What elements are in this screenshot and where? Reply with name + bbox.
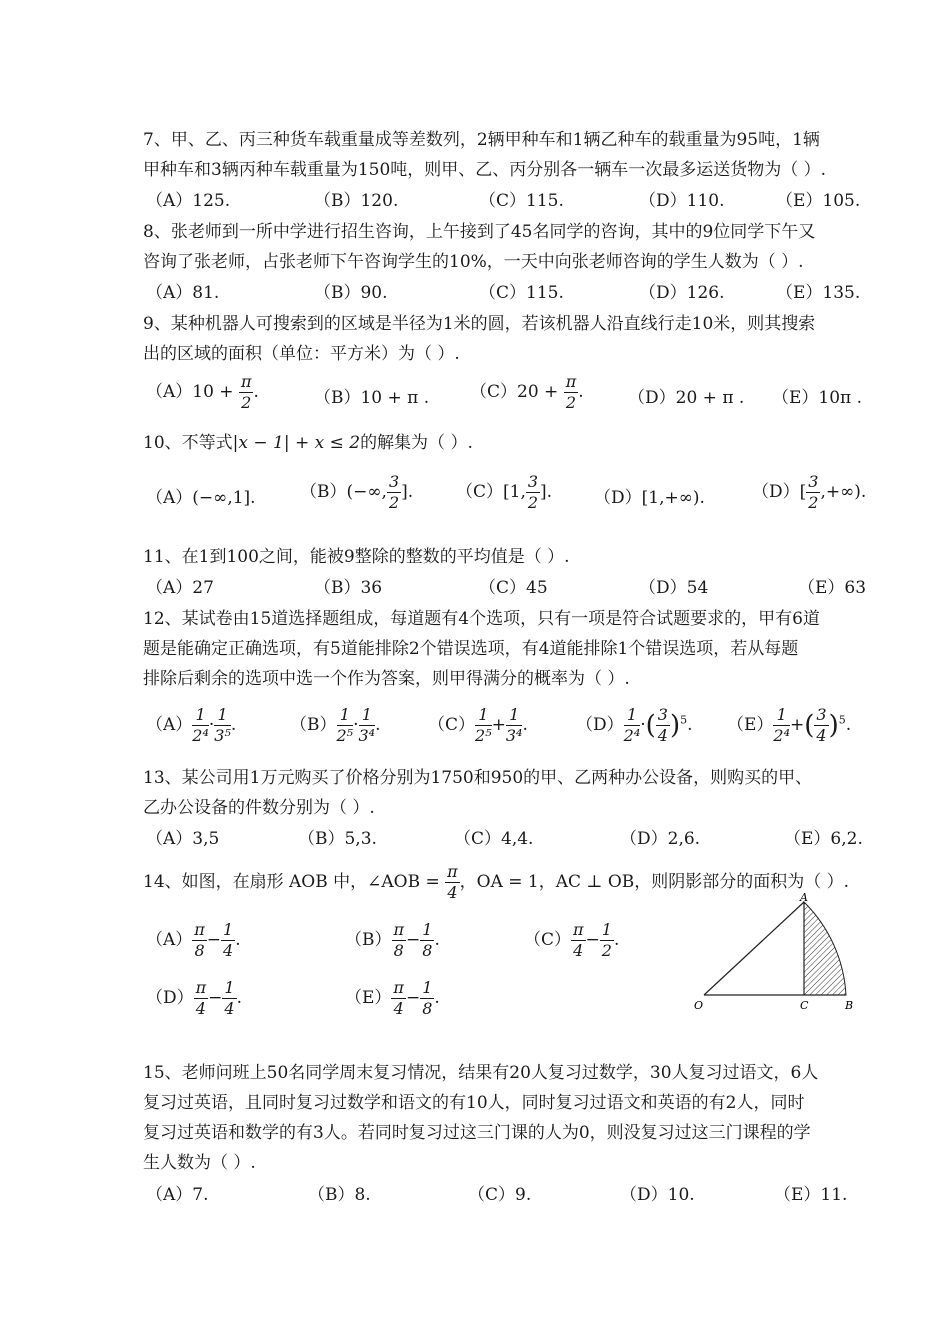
q10-stem-pre: 10、不等式 (143, 433, 233, 453)
label-o: O (694, 999, 704, 1012)
q14-angle-num: π (447, 862, 458, 881)
q12-c1-num: 1 (475, 705, 492, 726)
q12-e1-den: 2⁴ (773, 726, 791, 745)
q12-a1-den: 2⁴ (192, 726, 209, 745)
q15-options (146, 1180, 866, 1210)
q14-e-minus: − (405, 988, 421, 1008)
q12-b-frac-1 (337, 705, 354, 746)
q14-c-minus: − (585, 930, 600, 950)
q12-a2-num: 1 (214, 705, 231, 726)
q12-e-exponent: 5 (838, 713, 846, 727)
q12-d-paren: ( (645, 710, 656, 741)
q14-a-d2: 4 (223, 941, 234, 960)
q12-d1-num: 1 (624, 705, 641, 726)
q10-option-b[interactable] (300, 472, 413, 513)
q12-option-b[interactable] (290, 705, 381, 746)
q14-b-label: （B） (345, 930, 392, 950)
q10-option-d[interactable]: （D）[1,+∞). (594, 488, 705, 508)
q10-e-den: 2 (808, 493, 819, 512)
q13-option-e[interactable]: （E）6,2. (784, 829, 863, 849)
q8-option-d[interactable]: （D）126. (639, 283, 725, 303)
q12-d2-num: 3 (657, 705, 668, 724)
q12-b-end: . (375, 715, 381, 735)
label-c: C (800, 999, 809, 1012)
q14-option-c[interactable] (524, 920, 619, 961)
q13-option-d[interactable]: （D）2,6. (620, 829, 701, 849)
question-15 (143, 1058, 868, 1178)
q11-option-b[interactable]: （B）36 (314, 578, 383, 598)
q12-c-frac-2 (506, 705, 523, 746)
q10-b-post: ]. (401, 482, 414, 502)
q14-e-n2: 1 (422, 978, 433, 997)
q11-options (146, 573, 866, 603)
q10-e-pre: （D）[ (752, 482, 807, 502)
q11-stem: 11、在1到100之间，能被9整除的整数的平均值是（ ）. (143, 547, 570, 567)
question-10 (143, 428, 868, 458)
q10-c-num: 3 (527, 472, 539, 491)
q14-e-d2: 8 (422, 999, 433, 1018)
q13-option-a[interactable]: （A）3,5 (146, 829, 220, 849)
q14-c-d2: 2 (601, 941, 612, 960)
q14-option-b[interactable] (345, 920, 440, 961)
q12-c-end: . (522, 715, 528, 735)
q15-stem-line-3: 复习过英语和数学的有3人。若同时复习过这三门课的人为0，则没复习过这三门课程的学 (143, 1123, 811, 1143)
q8-option-e[interactable]: （E）135. (776, 283, 861, 303)
q12-c-label: （C） (428, 715, 476, 735)
q12-d-paren-close: ) (669, 710, 681, 741)
q12-option-d[interactable] (576, 705, 693, 746)
q12-option-e[interactable] (727, 705, 851, 746)
q12-e-label: （E） (727, 715, 774, 735)
q12-e-paren-close: ) (828, 710, 839, 741)
q10-b-pre: （B）(−∞, (300, 482, 387, 502)
q12-d-frac-2 (656, 705, 670, 746)
q12-b1-den: 2⁵ (336, 726, 354, 745)
q10-c-den: 2 (527, 493, 539, 512)
question-11 (143, 542, 868, 572)
q12-c-frac-1 (475, 705, 492, 746)
q14-option-d[interactable] (146, 978, 242, 1019)
q12-d-frac-1 (624, 705, 641, 746)
q14-a-minus: − (206, 930, 222, 950)
q12-e-frac-1 (773, 705, 790, 746)
q14-a-frac-2 (221, 920, 235, 961)
q12-a2-den: 3⁵ (214, 726, 231, 745)
q14-b-end: . (434, 930, 440, 950)
q12-a-frac-2 (214, 705, 231, 746)
q7-option-d[interactable]: （D）110. (639, 191, 725, 211)
q13-stem-line-2: 乙办公设备的件数分别为（ ）. (143, 798, 375, 818)
q13-option-b[interactable]: （B）5,3. (298, 829, 377, 849)
question-7 (143, 125, 868, 185)
q10-c-fraction (526, 472, 540, 513)
q14-e-frac-1 (391, 978, 406, 1019)
q9-c-end: . (578, 382, 584, 402)
q14-b-minus: − (406, 930, 421, 950)
q12-d-end: . (687, 715, 693, 735)
shaded-region (804, 902, 846, 995)
q7-stem-line-1: 7、甲、乙、丙三种货车载重量成等差数列，2辆甲种车和1辆乙种车的载重量为95吨，1辆 (143, 130, 820, 150)
q14-option-a[interactable] (146, 920, 241, 961)
q14-c-label: （C） (524, 930, 572, 950)
q12-e2-num: 3 (816, 705, 827, 724)
q10-option-e[interactable] (752, 472, 866, 513)
q10-option-a[interactable]: （A）(−∞,1]. (146, 488, 256, 508)
q14-c-n2: 1 (601, 920, 612, 939)
q14-e-n1: π (393, 978, 404, 997)
q12-e-plus: + (790, 715, 805, 735)
q9-a-end: . (253, 382, 259, 402)
q14-stem-pre: 14、如图，在扇形 AOB 中，∠AOB = (143, 872, 440, 892)
q9-stem-line-2: 出的区域的面积（单位：平方米）为（ ）. (143, 344, 460, 364)
q15-option-b[interactable]: （B）8. (308, 1185, 371, 1205)
q14-e-d1: 4 (393, 999, 404, 1018)
q14-d-end: . (236, 988, 242, 1008)
q7-options (146, 186, 866, 216)
question-12 (143, 604, 868, 694)
q9-a-label: （A）10 + (146, 382, 234, 402)
q13-stem-line-1: 13、某公司用1万元购买了价格分别为1750和950的甲、乙两种办公设备，则购买的甲、 (143, 768, 813, 788)
q14-option-e[interactable] (345, 978, 440, 1019)
q14-c-frac-2 (600, 920, 614, 961)
q12-a-dot: · (208, 715, 215, 735)
q12-d1-den: 2⁴ (623, 726, 641, 745)
q14-c-n1: π (573, 920, 584, 939)
q12-stem-line-1: 12、某试卷由15道选择题组成，每道题有4个选项，只有一项是符合试题要求的，甲有6道 (143, 609, 820, 629)
q9-option-c[interactable] (470, 372, 584, 413)
q10-stem (143, 428, 868, 458)
q14-angle-fraction (445, 862, 460, 903)
q12-a-frac-1 (192, 705, 209, 746)
q12-c1-den: 2⁵ (475, 726, 492, 745)
q14-e-end: . (434, 988, 440, 1008)
segment-oa (704, 902, 804, 995)
question-9 (143, 309, 868, 369)
q14-c-frac-1 (571, 920, 586, 961)
q9-option-b[interactable]: （B）10 + π . (314, 388, 430, 408)
q12-c2-den: 3⁴ (505, 726, 523, 745)
q14-d-n1: π (195, 978, 207, 997)
sector-figure (686, 892, 866, 1014)
q9-a-fraction (239, 372, 254, 413)
q12-a-end: . (230, 715, 237, 735)
q14-angle-den: 4 (447, 883, 458, 902)
q9-option-a[interactable] (146, 372, 259, 413)
q7-option-c[interactable]: （C）115. (479, 191, 564, 211)
q8-stem-line-1: 8、张老师到一所中学进行招生咨询，上午接到了45名同学的咨询，其中的9位同学下午又 (143, 222, 816, 242)
q9-a-den: 2 (241, 393, 252, 412)
q14-d-frac-2 (222, 978, 236, 1019)
label-a: A (800, 892, 808, 904)
q14-stem-post: ，OA = 1，AC ⊥ OB，则阴影部分的面积为（ ）. (459, 872, 850, 892)
q15-stem-line-4: 生人数为（ ）. (143, 1153, 256, 1173)
q12-d-exponent: 5 (680, 713, 688, 727)
q12-option-a[interactable] (146, 705, 236, 746)
q14-b-n1: π (393, 920, 405, 939)
q9-c-num: π (565, 372, 577, 391)
q14-c-d1: 4 (573, 941, 584, 960)
q13-options (146, 824, 866, 854)
q14-b-frac-1 (392, 920, 407, 961)
q7-option-b[interactable]: （B）120. (314, 191, 399, 211)
q12-e1-num: 1 (773, 705, 790, 726)
label-b: B (845, 999, 854, 1012)
q12-e-paren: ( (804, 710, 815, 741)
q14-a-n2: 1 (223, 920, 234, 939)
q14-b-frac-2 (420, 920, 434, 961)
q9-option-e[interactable]: （E）10π . (772, 388, 863, 408)
q9-a-num: π (240, 372, 252, 391)
q14-b-d1: 8 (393, 941, 404, 960)
q15-option-c[interactable]: （C）9. (468, 1185, 532, 1205)
q8-options (146, 278, 866, 308)
q12-e2-den: 4 (816, 726, 827, 745)
q14-b-n2: 1 (422, 920, 433, 939)
q9-c-den: 2 (565, 393, 577, 412)
q14-b-d2: 8 (422, 941, 433, 960)
q10-c-pre: （C）[1, (456, 482, 526, 502)
q11-option-d[interactable]: （D）54 (639, 578, 709, 598)
q12-d2-den: 4 (657, 726, 668, 745)
q14-e-label: （E） (345, 988, 392, 1008)
q7-option-e[interactable]: （E）105. (776, 191, 861, 211)
q10-b-den: 2 (388, 493, 400, 512)
q8-option-a[interactable]: （A）81. (146, 283, 220, 303)
q12-a1-num: 1 (192, 705, 209, 726)
q8-option-c[interactable]: （C）115. (479, 283, 564, 303)
q10-e-num: 3 (808, 472, 819, 491)
q15-stem-line-1: 15、老师问班上50名同学周末复习情况，结果有20人复习过数学，30人复习过语文，6人 (143, 1063, 819, 1083)
q12-d-dot: · (640, 715, 646, 735)
q15-option-e[interactable]: （E）11. (774, 1185, 848, 1205)
q12-b2-den: 3⁴ (358, 726, 376, 745)
q10-inequality: |x − 1| + x ≤ 2 (232, 433, 361, 453)
q14-c-end: . (613, 930, 620, 950)
q12-b1-num: 1 (337, 705, 354, 726)
q11-option-e[interactable]: （E）63 (798, 578, 867, 598)
q12-d-label: （D） (576, 715, 624, 735)
q10-c-post: ]. (540, 482, 553, 502)
q14-d-minus: − (208, 988, 223, 1008)
q12-b-label: （B） (290, 715, 337, 735)
q14-a-d1: 8 (194, 941, 205, 960)
question-13 (143, 763, 868, 823)
q7-option-a[interactable]: （A）125. (146, 191, 231, 211)
q14-a-label: （A） (146, 930, 193, 950)
q14-a-frac-1 (192, 920, 207, 961)
q14-a-end: . (235, 930, 241, 950)
q9-c-label: （C）20 + (470, 382, 559, 402)
q14-a-n1: π (194, 920, 205, 939)
q10-e-fraction (806, 472, 820, 513)
q12-option-c[interactable] (428, 705, 528, 746)
q12-stem-line-3: 排除后剩余的选项中选一个作为答案，则甲得满分的概率为（ ）. (143, 669, 630, 689)
q10-e-post: ,+∞). (820, 482, 867, 502)
q9-c-fraction (564, 372, 579, 413)
q15-option-a[interactable]: （A）7. (146, 1185, 209, 1205)
q14-d-n2: 1 (224, 978, 235, 997)
q14-d-label: （D） (146, 988, 194, 1008)
q15-stem-line-2: 复习过英语，且同时复习过数学和语文的有10人，同时复习过语文和英语的有2人，同时 (143, 1093, 805, 1113)
q8-option-b[interactable]: （B）90. (314, 283, 388, 303)
q11-option-a[interactable]: （A）27 (146, 578, 214, 598)
q10-stem-post: 的解集为（ ）. (360, 433, 473, 453)
q12-b-frac-2 (359, 705, 376, 746)
q14-d-d1: 4 (195, 999, 206, 1018)
q14-d-frac-1 (194, 978, 209, 1019)
q10-option-c[interactable] (456, 472, 552, 513)
q7-stem-line-2: 甲种车和3辆丙种车载重量为150吨，则甲、乙、丙分别各一辆车一次最多运送货物为（ ）. (143, 160, 827, 180)
q11-option-c[interactable]: （C）45 (479, 578, 548, 598)
q8-stem-line-2: 咨询了张老师，占张老师下午咨询学生的10%，一天中向张老师咨询的学生人数为（ ）. (143, 252, 804, 272)
q12-b2-num: 1 (359, 705, 376, 726)
q12-c-plus: + (491, 715, 506, 735)
q12-a-label: （A） (146, 715, 193, 735)
q12-e-frac-2 (814, 705, 828, 746)
q12-c2-num: 1 (506, 705, 523, 726)
q12-b-dot: · (353, 715, 359, 735)
q12-e-end: . (845, 715, 852, 735)
q13-option-c[interactable]: （C）4,4. (454, 829, 534, 849)
question-8 (143, 217, 868, 277)
q14-d-d2: 4 (224, 999, 235, 1018)
q12-stem-line-2: 题是能确定正确选项，有5道能排除2个错误选项，有4道能排除1个错误选项，若从每题 (143, 639, 799, 659)
q9-stem-line-1: 9、某种机器人可搜索到的区域是半径为1米的圆，若该机器人沿直线行走10米，则其搜索 (143, 314, 816, 334)
q10-b-fraction (387, 472, 401, 513)
q9-option-d[interactable]: （D）20 + π . (628, 388, 745, 408)
q14-e-frac-2 (420, 978, 434, 1019)
q10-b-num: 3 (388, 472, 400, 491)
q15-option-d[interactable]: （D）10. (620, 1185, 695, 1205)
